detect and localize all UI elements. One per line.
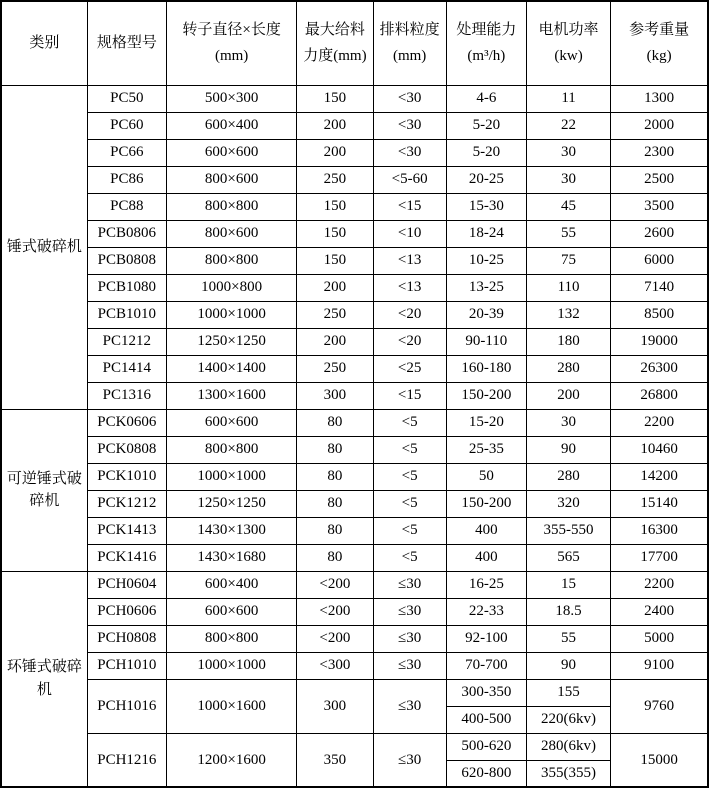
cell-max-feed: 80 <box>297 490 373 517</box>
cell-motor-power: 30 <box>526 409 610 436</box>
cell-weight: 9100 <box>611 652 708 679</box>
cell-max-feed: <300 <box>297 652 373 679</box>
cell-discharge-size: ≤30 <box>373 652 446 679</box>
cell-model: PCB1080 <box>87 274 166 301</box>
cell-motor-power: 75 <box>526 247 610 274</box>
table-row <box>1 625 708 652</box>
cell-rotor-size: 600×600 <box>166 409 296 436</box>
cell-max-feed: <200 <box>297 625 373 652</box>
header-unit: 力度(mm) <box>303 48 367 65</box>
table-row <box>1 463 708 490</box>
cell-weight: 16300 <box>611 517 708 544</box>
cell-model: PC1414 <box>87 355 166 382</box>
cell-model: PCB1010 <box>87 301 166 328</box>
cell-rotor-size: 800×800 <box>166 436 296 463</box>
cell-weight: 15000 <box>611 733 708 787</box>
header-text: 处理能力 <box>456 22 517 39</box>
cell-discharge-size: ≤30 <box>373 571 446 598</box>
cell-capacity: 90-110 <box>446 328 526 355</box>
cell-discharge-size: <15 <box>373 193 446 220</box>
header-unit: (kg) <box>646 48 672 65</box>
cell-rotor-size: 500×300 <box>166 85 296 112</box>
cell-rotor-size: 800×800 <box>166 193 296 220</box>
cell-rotor-size: 1000×800 <box>166 274 296 301</box>
cell-capacity: 22-33 <box>446 598 526 625</box>
cell-weight: 2600 <box>611 220 708 247</box>
cell-motor-power: 55 <box>526 625 610 652</box>
cell-model: PCK1010 <box>87 463 166 490</box>
cell-motor-power: 320 <box>526 490 610 517</box>
cell-model: PCH1016 <box>87 679 166 733</box>
table-row <box>1 382 708 409</box>
table-row <box>1 598 708 625</box>
cell-model: PCK1416 <box>87 544 166 571</box>
cell-capacity: 20-39 <box>446 301 526 328</box>
cell-max-feed: 150 <box>297 247 373 274</box>
cell-discharge-size: <30 <box>373 139 446 166</box>
table-row <box>1 301 708 328</box>
cell-capacity: 500-620 <box>446 733 526 760</box>
cell-capacity: 5-20 <box>446 112 526 139</box>
cell-weight: 6000 <box>611 247 708 274</box>
cell-discharge-size: ≤30 <box>373 625 446 652</box>
cell-capacity: 400 <box>446 517 526 544</box>
cell-max-feed: 300 <box>297 679 373 733</box>
cell-max-feed: 80 <box>297 544 373 571</box>
cell-discharge-size: <20 <box>373 328 446 355</box>
header-discharge-size <box>373 1 446 85</box>
header-capacity <box>446 1 526 85</box>
cell-capacity: 620-800 <box>446 760 526 787</box>
cell-discharge-size: <5 <box>373 463 446 490</box>
cell-weight: 17700 <box>611 544 708 571</box>
cell-motor-power: 155 <box>526 679 610 706</box>
cell-weight: 9760 <box>611 679 708 733</box>
cell-capacity: 150-200 <box>446 490 526 517</box>
cell-rotor-size: 600×600 <box>166 139 296 166</box>
table-row <box>1 571 708 598</box>
cell-max-feed: 350 <box>297 733 373 787</box>
cell-weight: 26300 <box>611 355 708 382</box>
cell-motor-power: 45 <box>526 193 610 220</box>
header-text: 规格型号 <box>96 35 157 52</box>
cell-motor-power: 565 <box>526 544 610 571</box>
cell-max-feed: 80 <box>297 436 373 463</box>
cell-rotor-size: 600×600 <box>166 598 296 625</box>
cell-model: PCH0606 <box>87 598 166 625</box>
header-unit: (mm) <box>214 48 249 65</box>
table-row <box>1 490 708 517</box>
cell-weight: 8500 <box>611 301 708 328</box>
cell-model: PCH0604 <box>87 571 166 598</box>
cell-model: PCB0806 <box>87 220 166 247</box>
cell-rotor-size: 600×400 <box>166 571 296 598</box>
table-row <box>1 544 708 571</box>
table-row <box>1 139 708 166</box>
cell-rotor-size: 1250×1250 <box>166 490 296 517</box>
cell-model: PC88 <box>87 193 166 220</box>
cell-motor-power: 132 <box>526 301 610 328</box>
cell-weight: 2200 <box>611 571 708 598</box>
cell-weight: 2400 <box>611 598 708 625</box>
cell-discharge-size: <30 <box>373 85 446 112</box>
cell-motor-power: 280 <box>526 355 610 382</box>
header-model <box>87 1 166 85</box>
table-row <box>1 166 708 193</box>
header-unit: (m³/h) <box>467 48 506 65</box>
cell-motor-power: 11 <box>526 85 610 112</box>
cell-model: PCK1212 <box>87 490 166 517</box>
cell-model: PCK1413 <box>87 517 166 544</box>
cell-motor-power: 55 <box>526 220 610 247</box>
cell-motor-power: 355(355) <box>526 760 610 787</box>
header-text: 转子直径×长度 <box>182 22 281 39</box>
header-text: 排料粒度 <box>379 22 440 39</box>
cell-weight: 7140 <box>611 274 708 301</box>
cell-discharge-size: <20 <box>373 301 446 328</box>
cell-max-feed: 150 <box>297 220 373 247</box>
cell-weight: 10460 <box>611 436 708 463</box>
cell-rotor-size: 1430×1680 <box>166 544 296 571</box>
cell-weight: 2000 <box>611 112 708 139</box>
cell-motor-power: 22 <box>526 112 610 139</box>
cell-model: PC1212 <box>87 328 166 355</box>
cell-motor-power: 90 <box>526 436 610 463</box>
cell-discharge-size: ≤30 <box>373 733 446 787</box>
cell-max-feed: 150 <box>297 85 373 112</box>
cell-max-feed: 80 <box>297 409 373 436</box>
cell-max-feed: 80 <box>297 517 373 544</box>
cell-discharge-size: <30 <box>373 112 446 139</box>
cell-discharge-size: <5-60 <box>373 166 446 193</box>
cell-capacity: 18-24 <box>446 220 526 247</box>
cell-model: PC66 <box>87 139 166 166</box>
cell-capacity: 13-25 <box>446 274 526 301</box>
cell-max-feed: 200 <box>297 139 373 166</box>
cell-max-feed: 200 <box>297 328 373 355</box>
cell-max-feed: 200 <box>297 274 373 301</box>
cell-capacity: 400-500 <box>446 706 526 733</box>
cell-rotor-size: 1000×1600 <box>166 679 296 733</box>
cell-weight: 14200 <box>611 463 708 490</box>
cell-motor-power: 30 <box>526 166 610 193</box>
cell-capacity: 150-200 <box>446 382 526 409</box>
cell-capacity: 70-700 <box>446 652 526 679</box>
header-text: 电机功率 <box>538 22 599 39</box>
table-row <box>1 247 708 274</box>
category-cell-hammer-crusher: 锤式破碎机 <box>1 85 87 409</box>
cell-motor-power: 30 <box>526 139 610 166</box>
table-row <box>1 328 708 355</box>
table-row <box>1 85 708 112</box>
table-row <box>1 409 708 436</box>
cell-rotor-size: 800×600 <box>166 220 296 247</box>
category-cell-ring-hammer-crusher: 环锤式破碎机 <box>1 571 87 787</box>
cell-discharge-size: <13 <box>373 247 446 274</box>
category-cell-reversible-hammer-crusher: 可逆锤式破碎机 <box>1 409 87 571</box>
cell-max-feed: <200 <box>297 598 373 625</box>
header-text: 最大给料 <box>304 22 365 39</box>
cell-weight: 15140 <box>611 490 708 517</box>
cell-discharge-size: <5 <box>373 490 446 517</box>
table-row <box>1 274 708 301</box>
cell-weight: 1300 <box>611 85 708 112</box>
header-rotor-size <box>166 1 296 85</box>
cell-model: PCB0808 <box>87 247 166 274</box>
cell-capacity: 400 <box>446 544 526 571</box>
table-row <box>1 517 708 544</box>
cell-motor-power: 355-550 <box>526 517 610 544</box>
cell-rotor-size: 800×600 <box>166 166 296 193</box>
cell-discharge-size: <10 <box>373 220 446 247</box>
cell-capacity: 160-180 <box>446 355 526 382</box>
cell-discharge-size: <5 <box>373 544 446 571</box>
cell-model: PCH1216 <box>87 733 166 787</box>
header-max-feed <box>297 1 373 85</box>
cell-model: PCK0808 <box>87 436 166 463</box>
cell-model: PCK0606 <box>87 409 166 436</box>
table-row <box>1 355 708 382</box>
table-row <box>1 436 708 463</box>
cell-capacity: 15-20 <box>446 409 526 436</box>
cell-rotor-size: 1430×1300 <box>166 517 296 544</box>
cell-discharge-size: <13 <box>373 274 446 301</box>
table-row <box>1 733 708 760</box>
cell-rotor-size: 1300×1600 <box>166 382 296 409</box>
cell-discharge-size: <5 <box>373 436 446 463</box>
cell-motor-power: 90 <box>526 652 610 679</box>
cell-max-feed: <200 <box>297 571 373 598</box>
cell-model: PC60 <box>87 112 166 139</box>
cell-rotor-size: 800×800 <box>166 625 296 652</box>
header-category <box>1 1 87 85</box>
cell-capacity: 50 <box>446 463 526 490</box>
cell-discharge-size: ≤30 <box>373 598 446 625</box>
header-motor-power <box>526 1 610 85</box>
cell-discharge-size: <15 <box>373 382 446 409</box>
cell-capacity: 300-350 <box>446 679 526 706</box>
cell-weight: 3500 <box>611 193 708 220</box>
cell-weight: 2200 <box>611 409 708 436</box>
cell-model: PCH1010 <box>87 652 166 679</box>
cell-discharge-size: <5 <box>373 517 446 544</box>
table-row <box>1 220 708 247</box>
cell-motor-power: 18.5 <box>526 598 610 625</box>
cell-weight: 26800 <box>611 382 708 409</box>
header-unit: (kw) <box>554 48 583 65</box>
cell-discharge-size: ≤30 <box>373 679 446 733</box>
cell-max-feed: 300 <box>297 382 373 409</box>
cell-model: PC86 <box>87 166 166 193</box>
cell-motor-power: 200 <box>526 382 610 409</box>
cell-rotor-size: 600×400 <box>166 112 296 139</box>
cell-rotor-size: 1200×1600 <box>166 733 296 787</box>
cell-motor-power: 180 <box>526 328 610 355</box>
cell-capacity: 16-25 <box>446 571 526 598</box>
header-unit: (mm) <box>392 48 427 65</box>
cell-max-feed: 80 <box>297 463 373 490</box>
cell-rotor-size: 800×800 <box>166 247 296 274</box>
cell-rotor-size: 1000×1000 <box>166 301 296 328</box>
cell-max-feed: 250 <box>297 355 373 382</box>
cell-capacity: 4-6 <box>446 85 526 112</box>
table-row <box>1 112 708 139</box>
cell-max-feed: 250 <box>297 301 373 328</box>
cell-weight: 5000 <box>611 625 708 652</box>
cell-weight: 19000 <box>611 328 708 355</box>
cell-rotor-size: 1000×1000 <box>166 463 296 490</box>
cell-rotor-size: 1000×1000 <box>166 652 296 679</box>
header-text: 类别 <box>29 35 60 52</box>
cell-capacity: 10-25 <box>446 247 526 274</box>
cell-rotor-size: 1400×1400 <box>166 355 296 382</box>
cell-capacity: 5-20 <box>446 139 526 166</box>
cell-capacity: 20-25 <box>446 166 526 193</box>
cell-capacity: 25-35 <box>446 436 526 463</box>
cell-rotor-size: 1250×1250 <box>166 328 296 355</box>
cell-capacity: 15-30 <box>446 193 526 220</box>
cell-discharge-size: <5 <box>373 409 446 436</box>
cell-model: PC50 <box>87 85 166 112</box>
table-row <box>1 652 708 679</box>
cell-motor-power: 15 <box>526 571 610 598</box>
cell-weight: 2300 <box>611 139 708 166</box>
header-row <box>1 1 708 85</box>
cell-motor-power: 110 <box>526 274 610 301</box>
cell-motor-power: 220(6kv) <box>526 706 610 733</box>
cell-model: PCH0808 <box>87 625 166 652</box>
table-row <box>1 193 708 220</box>
table-row <box>1 679 708 706</box>
cell-max-feed: 250 <box>297 166 373 193</box>
cell-motor-power: 280(6kv) <box>526 733 610 760</box>
header-weight <box>611 1 708 85</box>
cell-max-feed: 150 <box>297 193 373 220</box>
cell-discharge-size: <25 <box>373 355 446 382</box>
cell-weight: 2500 <box>611 166 708 193</box>
cell-model: PC1316 <box>87 382 166 409</box>
cell-motor-power: 280 <box>526 463 610 490</box>
cell-capacity: 92-100 <box>446 625 526 652</box>
header-text: 参考重量 <box>629 22 690 39</box>
cell-max-feed: 200 <box>297 112 373 139</box>
